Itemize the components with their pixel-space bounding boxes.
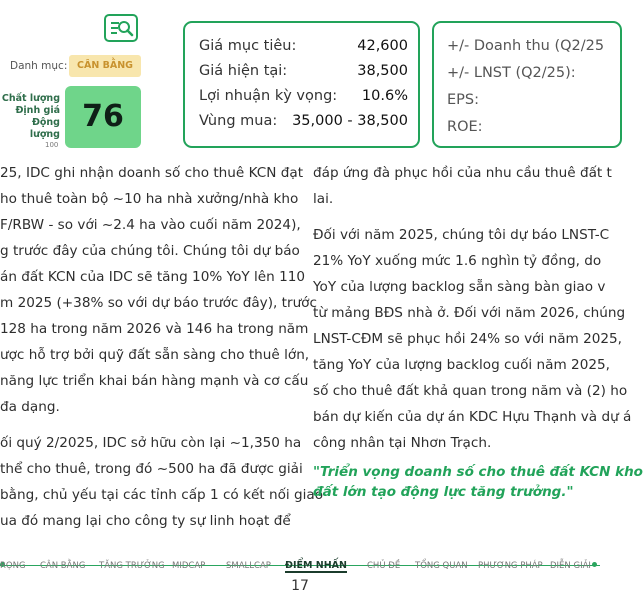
forecast-roe: ROE:: [447, 119, 483, 135]
target-row: [199, 63, 408, 79]
target-value: 42,600: [357, 38, 408, 54]
text-line: ối quý 2/2025, IDC sở hữu còn lại ~1,350 ha: [0, 435, 302, 451]
text-line: ược hỗ trợ bởi quỹ đất sẵn sàng cho thuê lớn,: [0, 347, 310, 363]
text-line: 128 ha trong năm 2026 và 146 ha trong năm: [0, 321, 309, 337]
nav-tab-dien-giai[interactable]: DIỄN GIẢI: [550, 561, 591, 571]
nav-tab-rong[interactable]: RỌNG: [0, 561, 26, 571]
text-line: thể cho thuê, trong đó ~500 ha đã được giải: [0, 461, 303, 477]
target-value: 10.6%: [361, 88, 408, 104]
text-line: LNST-CĐM sẽ phục hồi 24% so với năm 2025,: [313, 331, 622, 347]
text-line: án đất KCN của IDC sẽ tăng 10% YoY lên 110: [0, 269, 306, 285]
text-line: đa dạng.: [0, 399, 60, 415]
target-label: Lợi nhuận kỳ vọng:: [199, 88, 338, 104]
text-line: lai.: [313, 191, 334, 207]
score-criteria: [0, 93, 60, 141]
text-line: bán dự kiến của dự án KDC Hựu Thạnh và dự á: [313, 409, 632, 425]
text-line: m 2025 (+38% so với dự báo trước đây), trước: [0, 295, 317, 311]
text-line: 25, IDC ghi nhận doanh số cho thuê KCN đạt: [0, 165, 304, 181]
nav-tab-diem-nhan[interactable]: ĐIỂM NHẤN: [285, 560, 347, 571]
text-line: số cho thuê đất khả quan trong năm và (2) ho: [313, 383, 628, 399]
score-scale: 100: [45, 141, 59, 149]
text-line: 21% YoY xuống mức 1.6 nghìn tỷ đồng, do: [313, 253, 602, 269]
target-row: [199, 113, 408, 129]
category-label: Danh mục:: [10, 60, 68, 72]
quote-line: "Triển vọng doanh số cho thuê đất KCN kho: [313, 464, 643, 480]
quote-line: đất lớn tạo động lực tăng trưởng.": [313, 484, 574, 500]
target-label: Vùng mua:: [199, 113, 278, 129]
target-label: Giá hiện tại:: [199, 63, 288, 79]
nav-tab-phuong-phap[interactable]: PHƯƠNG PHÁP: [478, 561, 543, 571]
text-line: ho thuê toàn bộ ~10 ha nhà xưởng/nhà kho: [0, 191, 299, 207]
score-value: 76: [82, 99, 124, 134]
text-line: ua đó mang lại cho công ty sự linh hoạt để: [0, 513, 291, 529]
text-line: Đối với năm 2025, chúng tôi dự báo LNST-C: [313, 227, 610, 243]
nav-tab-tang-truong[interactable]: TĂNG TRƯỞNG: [99, 561, 165, 571]
target-row: [199, 88, 408, 104]
nav-tab-chu-de[interactable]: CHỦ ĐỀ: [367, 561, 401, 571]
forecast-box: [432, 21, 622, 148]
score-criterion-valuation: Định giá: [15, 105, 60, 116]
text-line: F/RBW - so với ~2.4 ha vào cuối năm 2024),: [0, 217, 301, 233]
target-row: [199, 38, 408, 54]
forecast-npat: +/- LNST (Q2/25):: [447, 65, 576, 81]
text-line: tăng YoY của lượng backlog cuối năm 2025,: [313, 357, 610, 373]
target-price-box: [183, 21, 420, 148]
nav-tab-tong-quan[interactable]: TỔNG QUAN: [415, 561, 468, 571]
text-line: đáp ứng đà phục hồi của nhu cầu thuê đất t: [313, 165, 612, 181]
forecast-eps: EPS:: [447, 92, 479, 108]
text-line: bằng, chủ yếu tại các tỉnh cấp 1 có kết nối giao: [0, 487, 324, 503]
forecast-revenue: +/- Doanh thu (Q2/25: [447, 38, 605, 54]
right-column: [313, 160, 632, 456]
nav-tab-can-bang[interactable]: CÂN BẰNG: [40, 561, 86, 571]
target-value: 35,000 - 38,500: [292, 113, 408, 129]
nav-dot: [592, 562, 597, 567]
category-badge: CÂN BẰNG: [69, 55, 141, 77]
page-number: 17: [291, 578, 309, 594]
text-line: YoY của lượng backlog sẵn sàng bàn giao v: [313, 279, 606, 295]
target-value: 38,500: [357, 63, 408, 79]
score-criterion-momentum: Động lượng: [29, 117, 60, 140]
report-search-icon: [104, 14, 138, 42]
target-label: Giá mục tiêu:: [199, 38, 297, 54]
nav-tab-midcap[interactable]: MIDCAP: [172, 561, 206, 571]
text-line: năng lực triển khai bán hàng mạnh và cơ cấu: [0, 373, 309, 389]
highlight-quote: [313, 462, 643, 502]
score-criterion-quality: Chất lượng: [1, 93, 60, 104]
nav-tab-smallcap[interactable]: SMALLCAP: [226, 561, 271, 571]
text-line: từ mảng BĐS nhà ở. Đối với năm 2026, chúng: [313, 305, 626, 321]
text-line: g trước đây của chúng tôi. Chúng tôi dự báo: [0, 243, 300, 259]
text-line: công nhân tại Nhơn Trạch.: [313, 435, 492, 451]
